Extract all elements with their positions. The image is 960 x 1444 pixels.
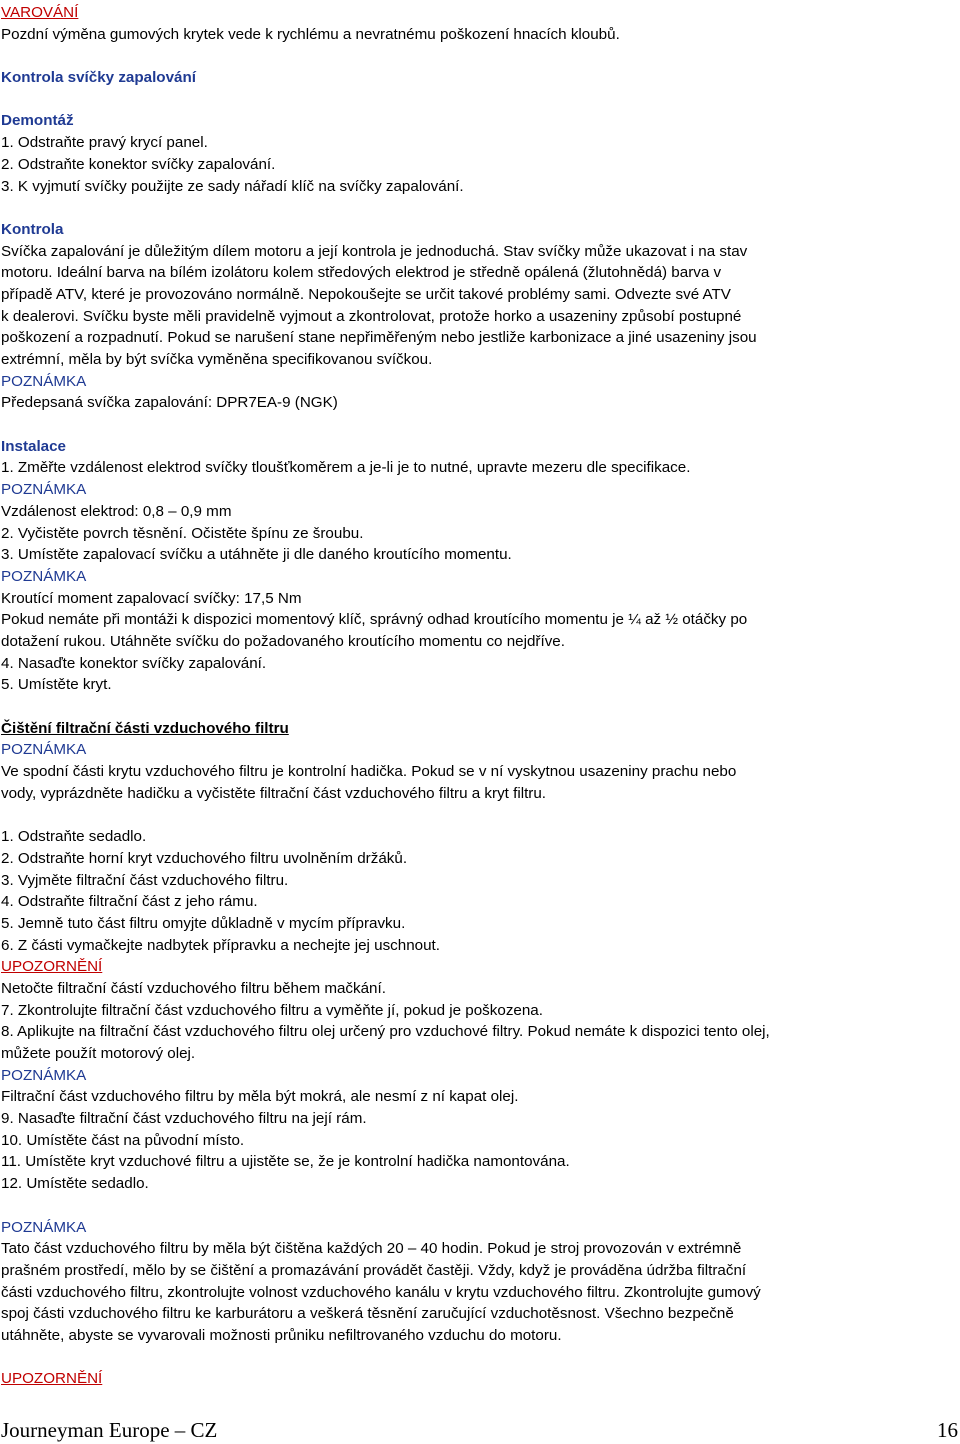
warning-label: VAROVÁNÍ <box>1 4 79 21</box>
caution-text: Netočte filtrační částí vzduchového filtru během mačkání. <box>1 979 386 997</box>
check-text-line: k dealerovi. Svíčku byste měli pravidelně vyjmout a zkontrolovat, protože horko a usazeniny způsobí postupné <box>1 307 742 325</box>
spacer <box>1 89 951 111</box>
check-text-line: extrémní, měla by být svíčka vyměněna specifikovanou svíčkou. <box>1 351 433 368</box>
check-text-line: Svíčka zapalování je důležitým dílem motoru a její kontrola je jednoduchá. Stav svíčky může ukazovat i na stav <box>1 242 748 260</box>
filter-step: 9. Nasaďte filtrační část vzduchového filtru na její rám. <box>1 1110 367 1128</box>
spacer <box>1 1347 951 1369</box>
note-text: Vzdálenost elektrod: 0,8 – 0,9 mm <box>1 502 232 520</box>
note-text: dotažení rukou. Utáhněte svíčku do požadovaného kroutícího momentu co nejdříve. <box>1 632 565 650</box>
note-text: Kroutící moment zapalovací svíčky: 17,5 Nm <box>1 589 302 607</box>
install-step: 3. Umístěte zapalovací svíčku a utáhněte ji dle daného kroutícího momentu. <box>1 546 512 564</box>
note-label: POZNÁMKA <box>1 567 87 585</box>
filter-step: 2. Odstraňte horní kryt vzduchového filtru uvolněním držáků. <box>1 849 408 867</box>
filter-step: 7. Zkontrolujte filtrační část vzduchového filtru a vyměňte jí, pokud je poškozena. <box>1 1001 543 1019</box>
filter-step: 3. Vyjměte filtrační část vzduchového filtru. <box>1 871 289 889</box>
note-label: POZNÁMKA <box>1 741 87 759</box>
page-number: 16 <box>937 1418 958 1442</box>
note-text: prašném prostředí, mělo by se čištění a promazávání provádět častěji. Vždy, když je prováděna údržba filtrační <box>1 1261 747 1279</box>
filter-step: 4. Odstraňte filtrační část z jeho rámu. <box>1 893 258 911</box>
footer-title: Journeyman Europe – CZ <box>1 1418 218 1442</box>
spacer <box>1 45 951 67</box>
filter-step: 1. Odstraňte sedadlo. <box>1 828 147 846</box>
filter-step: 8. Aplikujte na filtrační část vzduchového filtru olej určený pro vzduchové filtry. Pokud nemáte k dispozici tento olej, <box>1 1023 770 1041</box>
spacer <box>1 1195 951 1217</box>
caution-label: UPOZORNĚNÍ <box>1 1370 103 1388</box>
spacer <box>1 804 951 826</box>
page-footer <box>1 1417 958 1443</box>
note-text: spoj části vzduchového filtru ke karburátoru a veškerá těsnění zaručující vzduchotěsnost. Všechno bezpečně <box>1 1305 734 1323</box>
removal-step: 3. K vyjmutí svíčky použijte ze sady nářadí klíč na svíčky zapalování. <box>1 177 464 195</box>
section-title-spark-plug: Kontrola svíčky zapalování <box>1 69 196 87</box>
check-text-line: poškození a rozpadnutí. Pokud se narušení stane nepřiměřeným nebo jestliže karbonizace a jiné usazeniny jsou <box>1 329 757 347</box>
note-text: části vzduchového filtru, zkontrolujte volnost vzduchového kanálu v krytu vzduchového filtru. Zkontrolujte gumový <box>1 1283 761 1301</box>
filter-step: 11. Umístěte kryt vzduchové filtru a ujistěte se, že je kontrolní hadička namontována. <box>1 1153 570 1171</box>
filter-step: 5. Jemně tuto část filtru omyjte důkladně v mycím přípravku. <box>1 914 406 932</box>
filter-step: 6. Z části vymačkejte nadbytek přípravku a nechejte jej uschnout. <box>1 936 440 954</box>
note-text: Tato část vzduchového filtru by měla být čištěna každých 20 – 40 hodin. Pokud je stroj provozován v extrémně <box>1 1240 742 1258</box>
filter-step: 12. Umístěte sedadlo. <box>1 1175 149 1193</box>
filter-step: 10. Umístěte část na původní místo. <box>1 1131 245 1149</box>
note-text: Ve spodní části krytu vzduchového filtru je kontrolní hadička. Pokud se v ní vyskytnou usazeniny prachu nebo <box>1 763 737 781</box>
warning-text: Pozdní výměna gumových krytek vede k rychlému a nevratnému poškození hnacích kloubů. <box>1 25 620 43</box>
note-text: utáhněte, abyste se vyvarovali možnosti průniku nefiltrovaného vzduchu do motoru. <box>1 1326 562 1344</box>
check-text-line: motoru. Ideální barva na bílém izolátoru kolem středových elektrod je středně opálená (žlutohnědá) barva v <box>1 264 722 282</box>
install-step: 4. Nasaďte konektor svíčky zapalování. <box>1 654 267 672</box>
note-text: Pokud nemáte při montáži k dispozici momentový klíč, správný odhad kroutícího momentu je ¼ až ½ otáčky po <box>1 611 748 629</box>
note-label: POZNÁMKA <box>1 1066 87 1084</box>
note-label: POZNÁMKA <box>1 481 87 499</box>
note-text: Filtrační část vzduchového filtru by měla být mokrá, ale nesmí z ní kapat olej. <box>1 1088 519 1106</box>
spacer <box>1 696 951 718</box>
page-content <box>1 2 951 1390</box>
section-title-air-filter: Čištění filtrační části vzduchového filtru <box>1 719 289 737</box>
spacer <box>1 197 951 219</box>
note-label: POZNÁMKA <box>1 1218 87 1236</box>
note-text: Předepsaná svíčka zapalování: DPR7EA-9 (NGK) <box>1 394 338 412</box>
filter-step: můžete použít motorový olej. <box>1 1045 196 1062</box>
note-label: POZNÁMKA <box>1 372 87 390</box>
note-text: vody, vyprázdněte hadičku a vyčistěte filtrační část vzduchového filtru a kryt filtru. <box>1 784 547 802</box>
install-step: 5. Umístěte kryt. <box>1 676 112 694</box>
install-step: 2. Vyčistěte povrch těsnění. Očistěte špínu ze šroubu. <box>1 524 364 542</box>
removal-step: 2. Odstraňte konektor svíčky zapalování. <box>1 155 276 173</box>
check-text-line: případě ATV, které je provozováno normálně. Nepokoušejte se určit takové problémy sami. Odvezte své ATV <box>1 285 731 303</box>
subheading-install: Instalace <box>1 437 67 455</box>
install-step: 1. Změřte vzdálenost elektrod svíčky tloušťkoměrem a je-li je to nutné, upravte mezeru dle specifikace. <box>1 459 691 477</box>
removal-step: 1. Odstraňte pravý krycí panel. <box>1 134 208 152</box>
caution-label: UPOZORNĚNÍ <box>1 958 103 976</box>
subheading-removal: Demontáž <box>1 112 74 130</box>
spacer <box>1 414 951 436</box>
subheading-check: Kontrola <box>1 220 64 238</box>
